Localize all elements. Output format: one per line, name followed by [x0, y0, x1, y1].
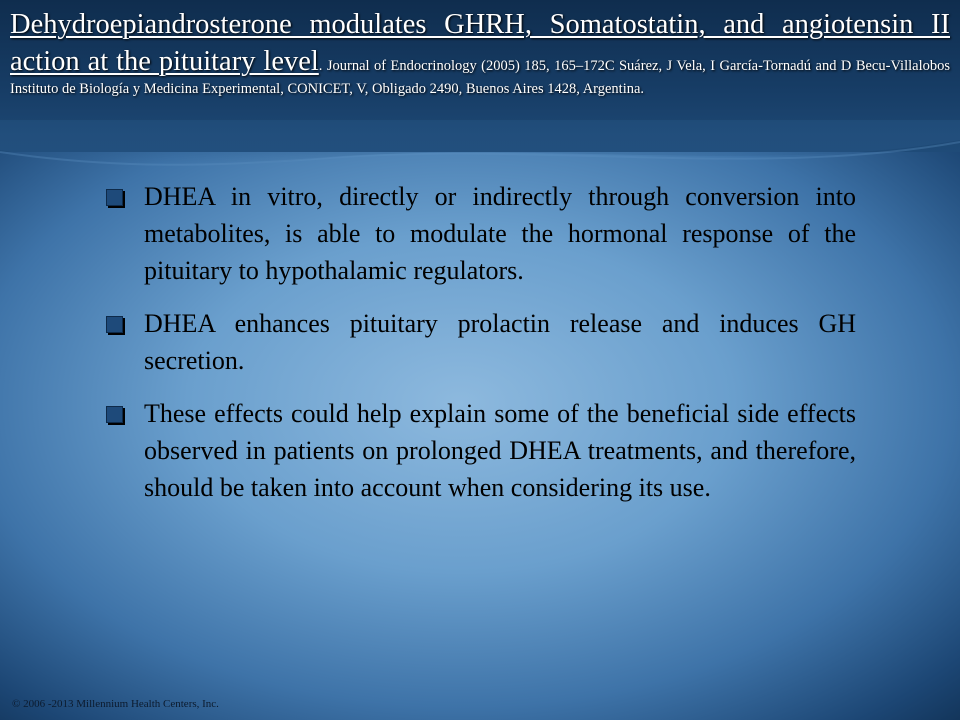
bullet-item — [104, 178, 856, 289]
citation-text: . Journal of Endocrinology (2005) 185, 165–172C Suárez, J Vela, I García-Tornadú and D Becu-Villalobos Instituto de Biología y Medicina Experimental, CONICET, V, Obligado 2490, Buenos Aires 1428, Argentina. — [10, 58, 950, 97]
square-bullet-icon — [106, 406, 123, 423]
slide-title: Dehydroepiandrosterone modulates GHRH, Somatostatin, and angiotensin II action at the pituitary level — [10, 9, 950, 77]
square-bullet-icon — [106, 316, 123, 333]
bullet-list — [104, 178, 856, 522]
square-bullet-icon — [106, 189, 123, 206]
bullet-item — [104, 395, 856, 506]
bullet-text: DHEA enhances pituitary prolactin release and induces GH secretion. — [144, 309, 856, 375]
bullet-text: These effects could help explain some of the beneficial side effects observed in patients on prolonged DHEA treatments, and therefore, should be taken into account when considering its use. — [144, 399, 856, 502]
bullet-text: DHEA in vitro, directly or indirectly through conversion into metabolites, is able to modulate the hormonal response of the pituitary to hypothalamic regulators. — [144, 182, 856, 285]
footer-copyright: © 2006 -2013 Millennium Health Centers, Inc. — [12, 698, 219, 710]
bullet-item — [104, 305, 856, 379]
title-block — [10, 6, 950, 98]
